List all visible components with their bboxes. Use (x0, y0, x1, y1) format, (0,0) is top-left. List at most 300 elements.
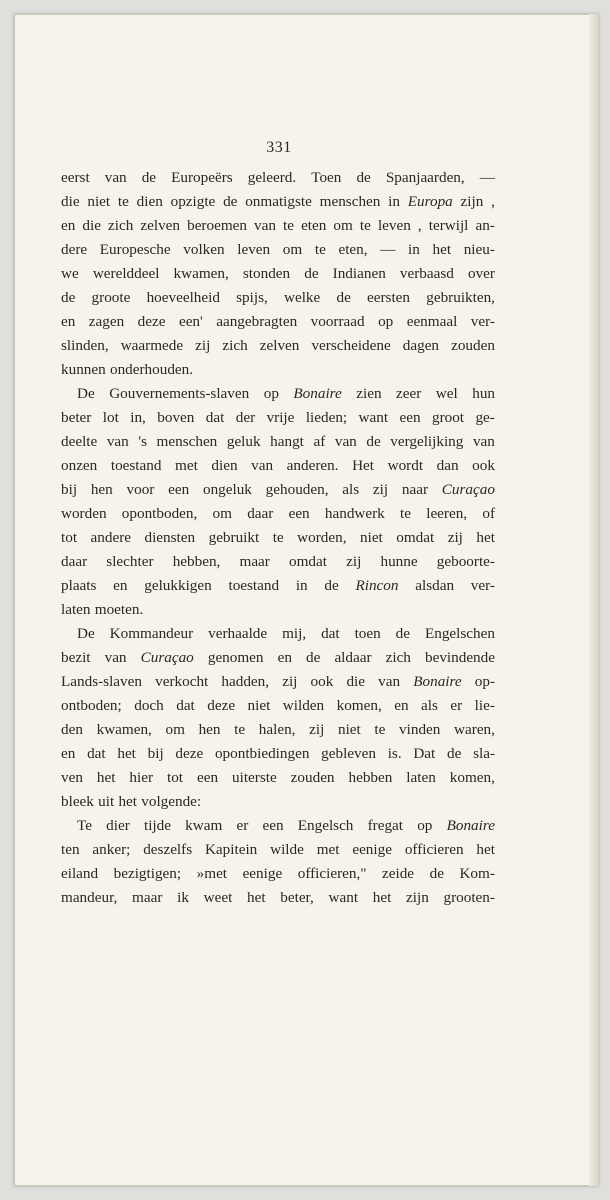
word: zij (195, 337, 211, 354)
word: het (118, 793, 137, 810)
word: zich (385, 649, 411, 666)
word: leven (377, 217, 411, 234)
word: kwamen, (173, 265, 229, 282)
word: dat (321, 625, 340, 642)
word: zij (309, 721, 325, 738)
word: geboorte- (436, 553, 495, 570)
word: op (378, 313, 394, 330)
word: an- (475, 217, 495, 234)
word: nieu- (463, 241, 495, 258)
word: van (104, 649, 127, 666)
word: gebruikten, (426, 289, 495, 306)
word: officieren (404, 841, 464, 858)
word: het (432, 241, 452, 258)
word: bij (61, 481, 78, 498)
word: vinden (399, 721, 441, 738)
word: aangebragten (216, 313, 298, 330)
text-line (61, 670, 495, 694)
word: beroemen (187, 217, 247, 234)
word: Curaçao (140, 649, 194, 666)
page-number: 331 (266, 139, 292, 156)
word: Kapitein (204, 841, 258, 858)
word: en (277, 649, 292, 666)
word: daar (61, 553, 88, 570)
word: de (356, 169, 371, 186)
word: het (476, 841, 495, 858)
word: Dat (413, 745, 436, 762)
word: het (247, 889, 266, 906)
word: de (366, 433, 381, 450)
word: eenmaal (406, 313, 458, 330)
word: de (223, 193, 238, 210)
word: zelven (259, 337, 300, 354)
word: te (283, 217, 294, 234)
word: Engelsch (297, 817, 354, 834)
word: en (61, 217, 76, 234)
text-line (61, 838, 495, 862)
text-line (61, 574, 495, 598)
word: dat (205, 409, 225, 426)
word: alsdan (415, 577, 455, 594)
word: uit (98, 793, 115, 810)
word: moeten. (94, 601, 144, 618)
word: er (450, 697, 463, 714)
word: zich (222, 337, 248, 354)
word: uiterste (232, 769, 277, 786)
word: gebleven (321, 745, 376, 762)
word: eersten (367, 289, 411, 306)
word: , (491, 193, 495, 210)
word: mij, (282, 625, 307, 642)
word: Kommandeur (109, 625, 194, 642)
word: zij (447, 529, 463, 546)
word: deze (137, 313, 166, 330)
word: Engelschen (424, 625, 495, 642)
word: om (212, 505, 232, 522)
word: die (61, 193, 80, 210)
word: De (77, 385, 95, 402)
word: een (196, 769, 219, 786)
page-edge (589, 14, 599, 1186)
word: wilden (282, 697, 325, 714)
word: verhaalde (208, 625, 268, 642)
text-line (61, 430, 495, 454)
word: Curaçao (441, 481, 495, 498)
word: laten (406, 769, 436, 786)
word: zouden (451, 337, 495, 354)
word: kwamen, (96, 721, 152, 738)
word: een' (178, 313, 203, 330)
word: komen, (336, 697, 382, 714)
word: ge- (475, 409, 495, 426)
word: De (77, 625, 95, 642)
word: het (372, 889, 392, 906)
word: Rincon (355, 577, 399, 594)
word: verkocht (155, 673, 209, 690)
word: voor (126, 481, 155, 498)
word: stonden (242, 265, 291, 282)
word: te (272, 529, 284, 546)
word: zagen (88, 313, 125, 330)
word: omdat (396, 529, 435, 546)
word: de (429, 865, 444, 882)
word: welke (284, 289, 321, 306)
word: volken (183, 241, 225, 258)
word: de (304, 265, 319, 282)
word: lie- (474, 697, 495, 714)
word: plaats (61, 577, 97, 594)
word: dien (211, 457, 238, 474)
word: om (165, 721, 185, 738)
word: te (400, 505, 411, 522)
word: die (346, 673, 366, 690)
word: zeide (382, 865, 415, 882)
word: , (417, 217, 422, 234)
word: gelukkigen (144, 577, 212, 594)
word: handwerk (324, 505, 385, 522)
word: Indianen (332, 265, 386, 282)
word: weet (203, 889, 233, 906)
word: slechter (106, 553, 154, 570)
word: Bonaire (446, 817, 495, 834)
word: ook (310, 673, 334, 690)
text-line (61, 502, 495, 526)
word: omdat (289, 553, 327, 570)
word: komen, (449, 769, 495, 786)
word: hun (472, 385, 495, 402)
word: een (399, 409, 421, 426)
word: slinden, (61, 337, 109, 354)
word: eten, (338, 241, 368, 258)
word: bij (147, 745, 164, 762)
word: Europeërs (171, 169, 233, 186)
word: tot (166, 769, 184, 786)
word: van (251, 457, 274, 474)
text-line (61, 550, 495, 574)
word: onderhouden. (109, 361, 194, 378)
word: hebben, (172, 553, 221, 570)
text-line (61, 310, 495, 334)
word: groot (431, 409, 465, 426)
word: in (295, 577, 308, 594)
word: Spanjaarden, (385, 169, 465, 186)
word: dier (106, 817, 130, 834)
text-line (61, 814, 495, 838)
word: dien (136, 193, 163, 210)
word: van (254, 217, 276, 234)
word: in (408, 241, 420, 258)
word: menschen (156, 433, 218, 450)
word: zeer (396, 385, 422, 402)
word: dere (61, 241, 88, 258)
text-line (61, 406, 495, 430)
text-line (61, 382, 495, 406)
word: hen (198, 721, 221, 738)
word: opontboden, (121, 505, 198, 522)
word: in, (130, 409, 146, 426)
word: eten (301, 217, 327, 234)
word: Europa (407, 193, 453, 210)
word: zijn (460, 193, 484, 210)
word: der (235, 409, 256, 426)
word: van (106, 433, 129, 450)
word: de (447, 745, 462, 762)
word: en (113, 577, 128, 594)
word: leeren, (426, 505, 468, 522)
word: we (61, 265, 79, 282)
word: dat (87, 745, 106, 762)
word: bezigtigen; (113, 865, 182, 882)
word: zich (108, 217, 134, 234)
word: toen (354, 625, 381, 642)
word: volgende: (141, 793, 202, 810)
word: van (334, 433, 357, 450)
text-line (61, 718, 495, 742)
word: want (328, 889, 359, 906)
word: ontboden; (61, 697, 122, 714)
word: mandeur, (61, 889, 118, 906)
word: ten (61, 841, 80, 858)
word: anker; (92, 841, 131, 858)
text-line (61, 790, 495, 814)
word: gebruikt (208, 529, 260, 546)
word: beter (61, 409, 92, 426)
word: tot (61, 529, 78, 546)
word: ver- (470, 313, 495, 330)
word: zijn (406, 889, 429, 906)
word: groote (91, 289, 131, 306)
word: verbaasd (399, 265, 454, 282)
word: Bonaire (413, 673, 462, 690)
word: halen, (258, 721, 296, 738)
word: vergelijking (390, 433, 464, 450)
word: worden (61, 505, 107, 522)
word: Europesche (99, 241, 171, 258)
word: een (168, 481, 190, 498)
word: onmatigste (245, 193, 312, 210)
word: ven (61, 769, 83, 786)
word: wilde (270, 841, 304, 858)
word: daar (247, 505, 274, 522)
word: worden, (297, 529, 347, 546)
word: eenige (352, 841, 392, 858)
word: eiland (61, 865, 99, 882)
word: hangt (270, 433, 304, 450)
word: te (314, 241, 326, 258)
word: ver- (470, 577, 495, 594)
word: waren, (454, 721, 495, 738)
text-line (61, 646, 495, 670)
word: met (175, 457, 198, 474)
word: op (417, 817, 433, 834)
word: toestand (228, 577, 280, 594)
text-line (61, 358, 495, 382)
text-line (61, 526, 495, 550)
word: deszelfs (143, 841, 193, 858)
word: de (395, 625, 411, 642)
word: het (117, 745, 136, 762)
word: de (324, 577, 339, 594)
word: — (479, 169, 495, 186)
word: wel (435, 385, 458, 402)
text-line (61, 742, 495, 766)
word: in (388, 193, 400, 210)
word: op- (474, 673, 495, 690)
word: Lands-slaven (61, 673, 142, 690)
word: ik (177, 889, 189, 906)
word: ook (472, 457, 495, 474)
word: hebben (348, 769, 393, 786)
word: van (104, 169, 127, 186)
word: officieren," (297, 865, 367, 882)
word: lieden; (305, 409, 348, 426)
word: deze (207, 697, 236, 714)
word: zien (356, 385, 382, 402)
word: maar (132, 889, 163, 906)
word: eerst (61, 169, 90, 186)
word: Toen (311, 169, 342, 186)
word: niet (337, 721, 361, 738)
word: Bonaire (293, 385, 342, 402)
word: eenige (242, 865, 283, 882)
word: als (421, 697, 438, 714)
word: Het (352, 457, 375, 474)
word: zouden (290, 769, 335, 786)
book-page (14, 14, 599, 1186)
word: het (476, 529, 495, 546)
word: »met (196, 865, 228, 882)
word: zij (282, 673, 298, 690)
word: te (234, 721, 246, 738)
word: boven (157, 409, 195, 426)
word: de (336, 289, 351, 306)
word: anderen. (286, 457, 339, 474)
word: want (358, 409, 389, 426)
word: niet (247, 697, 271, 714)
word: als (342, 481, 360, 498)
text-line (61, 886, 495, 910)
word: menschen (319, 193, 381, 210)
text-line (61, 214, 495, 238)
word: fregat (367, 817, 404, 834)
word: wordt (387, 457, 424, 474)
word: bezit (61, 649, 91, 666)
text-line (61, 166, 495, 190)
word: hoeveelheid (146, 289, 220, 306)
text-line (61, 190, 495, 214)
word: genomen (207, 649, 264, 666)
word: Te (77, 817, 92, 834)
word: met (316, 841, 340, 858)
word: doch (134, 697, 164, 714)
word: voorraad (310, 313, 365, 330)
word: de (61, 289, 76, 306)
text-line (61, 286, 495, 310)
word: — (380, 241, 396, 258)
word: bleek (61, 793, 94, 810)
text-line (61, 598, 495, 622)
word: spijs, (236, 289, 268, 306)
word: diensten (144, 529, 196, 546)
word: terwijl (428, 217, 469, 234)
word: toestand (110, 457, 162, 474)
text-line (61, 478, 495, 502)
word: niet (87, 193, 111, 210)
word: lot (102, 409, 119, 426)
word: verscheidene (311, 337, 391, 354)
word: aldaar (334, 649, 372, 666)
word: die (82, 217, 101, 234)
word: dagen (402, 337, 440, 354)
word: de (306, 649, 321, 666)
word: hen (90, 481, 113, 498)
text-line (61, 862, 495, 886)
word: dan (436, 457, 459, 474)
text-line (61, 262, 495, 286)
word: over (467, 265, 495, 282)
word: van (472, 433, 495, 450)
word: hadden, (221, 673, 270, 690)
word: dat (176, 697, 195, 714)
word: om (282, 241, 303, 258)
text-line (61, 454, 495, 478)
word: andere (90, 529, 131, 546)
word: af (313, 433, 326, 450)
word: maar (239, 553, 270, 570)
word: te (117, 193, 129, 210)
word: bevindende (424, 649, 495, 666)
word: zij (346, 553, 362, 570)
word: grooten- (443, 889, 495, 906)
word: den (61, 721, 83, 738)
word: een (288, 505, 310, 522)
word: en (61, 745, 76, 762)
text-line (61, 238, 495, 262)
word: de (141, 169, 157, 186)
body-text (61, 166, 495, 910)
word: hier (129, 769, 154, 786)
word: 's (138, 433, 147, 450)
word: en (394, 697, 409, 714)
word: zelven (140, 217, 181, 234)
word: naar (401, 481, 429, 498)
word: geluk (226, 433, 261, 450)
word: beter, (280, 889, 314, 906)
word: Kom- (459, 865, 495, 882)
text-line (61, 766, 495, 790)
word: kwam (185, 817, 223, 834)
word: geleerd. (247, 169, 297, 186)
word: op (263, 385, 279, 402)
word: ongeluk (202, 481, 252, 498)
word: waarmede (120, 337, 184, 354)
text-line (61, 334, 495, 358)
word: kunnen (61, 361, 106, 378)
word: te (359, 217, 371, 234)
word: zij (372, 481, 389, 498)
word: gehouden, (265, 481, 329, 498)
word: en (61, 313, 76, 330)
word: er (236, 817, 249, 834)
word: deelte (61, 433, 98, 450)
word: het (96, 769, 116, 786)
word: laten (61, 601, 91, 618)
word: werelddeel (92, 265, 160, 282)
word: of (482, 505, 495, 522)
word: om (333, 217, 353, 234)
word: van (378, 673, 401, 690)
word: is. (387, 745, 402, 762)
